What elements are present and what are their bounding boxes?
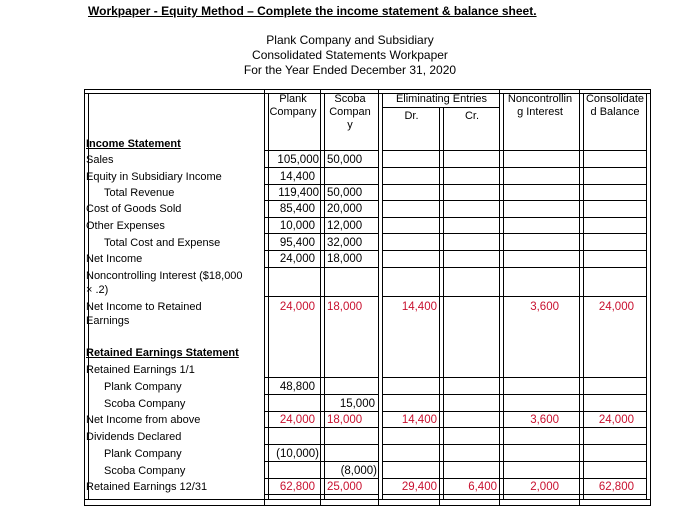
statement-name: Consolidated Statements Workpaper (252, 48, 448, 62)
row-total-cost-label: Total Cost and Expense (104, 237, 221, 249)
div-scoba-value: (8,000) (340, 465, 377, 477)
col-cons-header (580, 93, 650, 119)
cogs-scoba: 20,000 (327, 203, 363, 215)
ni-above-plank: 24,000 (279, 414, 315, 426)
re-scoba-value: 15,000 (339, 398, 375, 410)
income-statement-heading: Income Statement (86, 138, 181, 150)
row-nci-label-line1: Noncontrolling Interest ($18,000 (86, 270, 243, 282)
col-scoba-line1: Scoba (334, 93, 366, 105)
row-div-scoba-label: Scoba Company (104, 465, 186, 477)
ni-above-nci: 3,600 (530, 414, 559, 426)
ni-to-re-consolidated: 24,000 (598, 301, 634, 313)
col-cr-header: Cr. (464, 110, 480, 122)
row-nci-label-line2: × .2) (86, 284, 109, 296)
statement-period: For the Year Ended December 31, 2020 (243, 63, 457, 77)
col-scoba-header (321, 93, 379, 132)
total-cost-plank: 95,400 (279, 237, 315, 249)
ni-above-scoba: 18,000 (327, 414, 363, 426)
retained-earnings-heading: Retained Earnings Statement (86, 347, 239, 359)
row-other-expenses-label: Other Expenses (86, 220, 165, 232)
col-cons-line1: Consolidate (585, 93, 645, 105)
total-revenue-scoba: 50,000 (327, 187, 363, 199)
cogs-plank: 85,400 (279, 203, 315, 215)
re-plank-value: 48,800 (279, 381, 315, 393)
ni-to-re-plank: 24,000 (279, 301, 315, 313)
row-dividends-label: Dividends Declared (86, 431, 182, 443)
re-1231-cr: 6,400 (468, 481, 497, 493)
re-1231-scoba: 25,000 (327, 481, 363, 493)
sales-scoba: 50,000 (327, 154, 363, 166)
col-plank-header (265, 93, 321, 119)
row-ni-to-re-label-line2: Earnings (86, 315, 130, 327)
total-cost-scoba: 32,000 (327, 237, 363, 249)
row-re-1231-label: Retained Earnings 12/31 (86, 481, 208, 493)
col-scoba-line3: y (347, 119, 353, 131)
col-plank-line1: Plank (279, 93, 307, 105)
re-1231-consolidated: 62,800 (598, 481, 634, 493)
other-expenses-plank: 10,000 (279, 220, 315, 232)
net-income-scoba: 18,000 (327, 253, 363, 265)
re-1231-nci: 2,000 (530, 481, 559, 493)
other-expenses-scoba: 12,000 (327, 220, 363, 232)
page-title: Workpaper - Equity Method – Complete the income statement & balance sheet. (88, 4, 537, 18)
company-name: Plank Company and Subsidiary (266, 33, 434, 47)
ni-above-dr: 14,400 (401, 414, 437, 426)
col-elim-header: Eliminating Entries (395, 93, 488, 105)
div-plank-value: (10,000) (276, 448, 319, 460)
ni-to-re-scoba: 18,000 (327, 301, 363, 313)
total-revenue-plank: 119,400 (278, 187, 319, 199)
sales-plank: 105,000 (277, 154, 319, 166)
row-re-scoba-label: Scoba Company (104, 398, 186, 410)
ni-to-re-dr: 14,400 (401, 301, 437, 313)
row-div-plank-label: Plank Company (104, 448, 182, 460)
row-total-revenue-label: Total Revenue (104, 187, 175, 199)
net-income-plank: 24,000 (279, 253, 315, 265)
col-cons-line2: d Balance (590, 106, 640, 118)
col-nci-line1: Noncontrollin (507, 93, 573, 105)
col-nci-line2: g Interest (517, 106, 563, 118)
row-ni-above-label: Net Income from above (86, 414, 201, 426)
row-cogs-label: Cost of Goods Sold (86, 203, 182, 215)
row-re-11-label: Retained Earnings 1/1 (86, 364, 195, 376)
row-re-plank-label: Plank Company (104, 381, 182, 393)
col-nci-header (500, 93, 580, 119)
col-dr-header: Dr. (404, 110, 419, 122)
row-ni-to-re-label-line1: Net Income to Retained (86, 301, 202, 313)
equity-plank: 14,400 (279, 171, 315, 183)
row-sales-label: Sales (86, 154, 114, 166)
re-1231-plank: 62,800 (279, 481, 315, 493)
re-1231-dr: 29,400 (401, 481, 437, 493)
col-scoba-line2: Compan (329, 106, 371, 118)
row-equity-label: Equity in Subsidiary Income (86, 171, 222, 183)
row-net-income-label: Net Income (86, 253, 143, 265)
col-plank-line2: Company (269, 106, 317, 118)
ni-above-consolidated: 24,000 (598, 414, 634, 426)
ni-to-re-nci: 3,600 (530, 301, 559, 313)
